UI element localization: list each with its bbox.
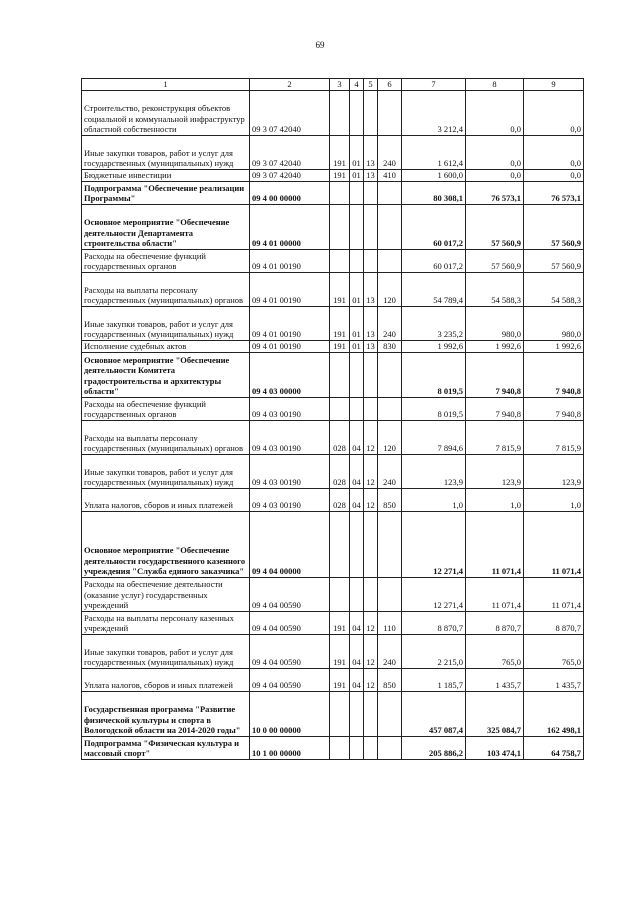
row-value7-cell: 1 992,6 <box>402 340 466 352</box>
row-col6-cell: 410 <box>378 169 402 181</box>
row-col4-cell: 04 <box>350 488 364 511</box>
row-col3-cell: 028 <box>330 420 350 454</box>
row-name-cell: Уплата налогов, сборов и иных платежей <box>82 488 250 511</box>
table-row <box>82 736 584 759</box>
row-name-cell: Основное мероприятие "Обеспечение деятельности государственного казенного учреждения "Служба единого заказчика" <box>82 511 250 577</box>
row-value7-cell: 1 612,4 <box>402 135 466 169</box>
row-col3-cell: 191 <box>330 306 350 340</box>
row-col4-cell: 04 <box>350 668 364 691</box>
row-col3-cell: 191 <box>330 169 350 181</box>
row-value7-cell: 8 870,7 <box>402 611 466 634</box>
row-value8-cell: 7 940,8 <box>466 397 524 420</box>
row-col5-cell <box>364 90 378 135</box>
row-col4-cell: 04 <box>350 634 364 668</box>
row-value9-cell: 64 758,7 <box>524 736 584 759</box>
row-col4-cell <box>350 511 364 577</box>
row-value8-cell: 54 588,3 <box>466 272 524 306</box>
table-row <box>82 352 584 397</box>
row-name-cell: Иные закупки товаров, работ и услуг для государственных (муниципальных) нужд <box>82 306 250 340</box>
row-col3-cell <box>330 736 350 759</box>
header-cell: 1 <box>82 79 250 91</box>
row-value7-cell: 3 212,4 <box>402 90 466 135</box>
row-value8-cell: 11 071,4 <box>466 511 524 577</box>
row-code-cell: 10 1 00 00000 <box>250 736 330 759</box>
table-row <box>82 454 584 488</box>
row-value7-cell: 8 019,5 <box>402 352 466 397</box>
table-row <box>82 249 584 272</box>
row-value9-cell: 11 071,4 <box>524 577 584 611</box>
table-row <box>82 135 584 169</box>
row-col3-cell: 028 <box>330 454 350 488</box>
row-col3-cell: 191 <box>330 340 350 352</box>
row-code-cell: 09 4 01 00190 <box>250 249 330 272</box>
row-col3-cell: 191 <box>330 668 350 691</box>
row-col5-cell: 13 <box>364 169 378 181</box>
row-code-cell: 09 4 04 00590 <box>250 577 330 611</box>
row-col4-cell: 04 <box>350 611 364 634</box>
row-col4-cell <box>350 90 364 135</box>
row-value8-cell: 7 815,9 <box>466 420 524 454</box>
row-col3-cell <box>330 90 350 135</box>
row-value8-cell: 123,9 <box>466 454 524 488</box>
table-row <box>82 420 584 454</box>
row-code-cell: 09 4 04 00000 <box>250 511 330 577</box>
row-value9-cell: 7 815,9 <box>524 420 584 454</box>
row-col4-cell <box>350 204 364 249</box>
row-col5-cell <box>364 736 378 759</box>
row-name-cell: Подпрограмма "Обеспечение реализации Программы" <box>82 181 250 204</box>
row-col3-cell <box>330 577 350 611</box>
row-value9-cell: 123,9 <box>524 454 584 488</box>
row-col4-cell <box>350 736 364 759</box>
row-value7-cell: 54 789,4 <box>402 272 466 306</box>
row-value9-cell: 1 992,6 <box>524 340 584 352</box>
row-value9-cell: 980,0 <box>524 306 584 340</box>
row-col4-cell <box>350 397 364 420</box>
row-name-cell: Исполнение судебных актов <box>82 340 250 352</box>
row-col6-cell <box>378 691 402 736</box>
table-row <box>82 691 584 736</box>
row-col3-cell: 191 <box>330 611 350 634</box>
row-col4-cell: 01 <box>350 169 364 181</box>
row-col5-cell <box>364 181 378 204</box>
row-col3-cell <box>330 181 350 204</box>
row-col5-cell: 12 <box>364 611 378 634</box>
header-cell: 4 <box>350 79 364 91</box>
row-col4-cell: 01 <box>350 340 364 352</box>
row-col4-cell: 01 <box>350 135 364 169</box>
table-row <box>82 181 584 204</box>
row-col5-cell <box>364 691 378 736</box>
row-col4-cell: 01 <box>350 272 364 306</box>
row-value8-cell: 0,0 <box>466 90 524 135</box>
row-code-cell: 09 4 03 00190 <box>250 420 330 454</box>
row-name-cell: Уплата налогов, сборов и иных платежей <box>82 668 250 691</box>
row-col5-cell <box>364 249 378 272</box>
row-value8-cell: 1 992,6 <box>466 340 524 352</box>
row-col6-cell: 830 <box>378 340 402 352</box>
row-name-cell: Расходы на выплаты персоналу государственных (муниципальных) органов <box>82 272 250 306</box>
row-value7-cell: 12 271,4 <box>402 577 466 611</box>
row-col3-cell <box>330 204 350 249</box>
row-value7-cell: 12 271,4 <box>402 511 466 577</box>
row-col4-cell <box>350 352 364 397</box>
row-value7-cell: 1 600,0 <box>402 169 466 181</box>
header-cell: 8 <box>466 79 524 91</box>
table-row <box>82 169 584 181</box>
row-col5-cell <box>364 352 378 397</box>
row-name-cell: Расходы на обеспечение функций государственных органов <box>82 397 250 420</box>
row-col3-cell <box>330 249 350 272</box>
table-row <box>82 668 584 691</box>
row-col3-cell <box>330 397 350 420</box>
table-row <box>82 488 584 511</box>
row-col4-cell <box>350 249 364 272</box>
row-code-cell: 09 4 04 00590 <box>250 611 330 634</box>
table-row <box>82 611 584 634</box>
row-value8-cell: 11 071,4 <box>466 577 524 611</box>
row-name-cell: Иные закупки товаров, работ и услуг для государственных (муниципальных) нужд <box>82 454 250 488</box>
row-col5-cell: 12 <box>364 668 378 691</box>
row-code-cell: 09 4 01 00000 <box>250 204 330 249</box>
row-value8-cell: 7 940,8 <box>466 352 524 397</box>
row-value7-cell: 7 894,6 <box>402 420 466 454</box>
row-value7-cell: 1,0 <box>402 488 466 511</box>
row-code-cell: 10 0 00 00000 <box>250 691 330 736</box>
row-name-cell: Государственная программа "Развитие физической культуры и спорта в Вологодской области на 2014-2020 годы" <box>82 691 250 736</box>
row-col4-cell: 04 <box>350 454 364 488</box>
row-value7-cell: 457 087,4 <box>402 691 466 736</box>
row-col6-cell: 240 <box>378 634 402 668</box>
row-value7-cell: 1 185,7 <box>402 668 466 691</box>
table-row <box>82 634 584 668</box>
row-name-cell: Строительство, реконструкция объектов социальной и коммунальной инфраструктур областной собственности <box>82 90 250 135</box>
row-code-cell: 09 4 03 00190 <box>250 488 330 511</box>
row-value8-cell: 1,0 <box>466 488 524 511</box>
row-code-cell: 09 4 03 00000 <box>250 352 330 397</box>
row-value7-cell: 60 017,2 <box>402 204 466 249</box>
row-value9-cell: 7 940,8 <box>524 397 584 420</box>
row-name-cell: Расходы на выплаты персоналу казенных учреждений <box>82 611 250 634</box>
row-value8-cell: 8 870,7 <box>466 611 524 634</box>
row-name-cell: Иные закупки товаров, работ и услуг для государственных (муниципальных) нужд <box>82 135 250 169</box>
row-col6-cell: 120 <box>378 420 402 454</box>
row-col6-cell: 110 <box>378 611 402 634</box>
table-row <box>82 272 584 306</box>
row-code-cell: 09 4 01 00190 <box>250 272 330 306</box>
table-row <box>82 577 584 611</box>
row-code-cell: 09 4 03 00190 <box>250 397 330 420</box>
row-name-cell: Расходы на выплаты персоналу государственных (муниципальных) органов <box>82 420 250 454</box>
row-value9-cell: 0,0 <box>524 135 584 169</box>
row-value9-cell: 57 560,9 <box>524 204 584 249</box>
table-row <box>82 306 584 340</box>
row-value9-cell: 76 573,1 <box>524 181 584 204</box>
row-col6-cell <box>378 90 402 135</box>
row-value7-cell: 2 215,0 <box>402 634 466 668</box>
row-col3-cell <box>330 352 350 397</box>
row-col5-cell: 12 <box>364 420 378 454</box>
row-code-cell: 09 4 03 00190 <box>250 454 330 488</box>
row-col3-cell <box>330 511 350 577</box>
row-col5-cell: 13 <box>364 340 378 352</box>
row-col3-cell: 191 <box>330 272 350 306</box>
row-value9-cell: 8 870,7 <box>524 611 584 634</box>
row-name-cell: Иные закупки товаров, работ и услуг для государственных (муниципальных) нужд <box>82 634 250 668</box>
row-col3-cell: 191 <box>330 135 350 169</box>
row-col4-cell: 01 <box>350 306 364 340</box>
table-row <box>82 90 584 135</box>
row-col3-cell <box>330 691 350 736</box>
row-col6-cell <box>378 511 402 577</box>
row-col6-cell: 240 <box>378 135 402 169</box>
row-col6-cell <box>378 249 402 272</box>
table-row <box>82 511 584 577</box>
row-value7-cell: 60 017,2 <box>402 249 466 272</box>
row-value8-cell: 57 560,9 <box>466 249 524 272</box>
row-col3-cell: 028 <box>330 488 350 511</box>
row-col6-cell <box>378 181 402 204</box>
row-col6-cell: 850 <box>378 488 402 511</box>
row-col6-cell <box>378 204 402 249</box>
row-col6-cell <box>378 736 402 759</box>
row-value9-cell: 0,0 <box>524 90 584 135</box>
table-header-row <box>82 79 584 91</box>
row-name-cell: Основное мероприятие "Обеспечение деятельности Комитета градостроительства и архитектуры области" <box>82 352 250 397</box>
row-col5-cell: 13 <box>364 135 378 169</box>
row-col5-cell: 13 <box>364 272 378 306</box>
row-col6-cell <box>378 352 402 397</box>
row-name-cell: Основное мероприятие "Обеспечение деятельности Департамента строительства области" <box>82 204 250 249</box>
row-name-cell: Бюджетные инвестиции <box>82 169 250 181</box>
row-col5-cell: 12 <box>364 488 378 511</box>
row-value9-cell: 7 940,8 <box>524 352 584 397</box>
row-value9-cell: 0,0 <box>524 169 584 181</box>
row-value9-cell: 1,0 <box>524 488 584 511</box>
row-value8-cell: 980,0 <box>466 306 524 340</box>
row-code-cell: 09 4 04 00590 <box>250 634 330 668</box>
row-col6-cell <box>378 397 402 420</box>
row-col5-cell <box>364 204 378 249</box>
row-col5-cell <box>364 577 378 611</box>
header-cell: 7 <box>402 79 466 91</box>
row-value8-cell: 103 474,1 <box>466 736 524 759</box>
table-row <box>82 340 584 352</box>
row-name-cell: Расходы на обеспечение деятельности (оказание услуг) государственных учреждений <box>82 577 250 611</box>
table-row <box>82 397 584 420</box>
row-name-cell: Расходы на обеспечение функций государственных органов <box>82 249 250 272</box>
row-value8-cell: 765,0 <box>466 634 524 668</box>
row-value9-cell: 54 588,3 <box>524 272 584 306</box>
row-value7-cell: 205 886,2 <box>402 736 466 759</box>
row-col6-cell: 120 <box>378 272 402 306</box>
header-cell: 9 <box>524 79 584 91</box>
page-number: 69 <box>315 40 325 50</box>
header-cell: 5 <box>364 79 378 91</box>
row-code-cell: 09 4 01 00190 <box>250 340 330 352</box>
row-col4-cell <box>350 181 364 204</box>
row-value8-cell: 57 560,9 <box>466 204 524 249</box>
header-cell: 6 <box>378 79 402 91</box>
row-col5-cell <box>364 397 378 420</box>
row-value9-cell: 11 071,4 <box>524 511 584 577</box>
row-col6-cell <box>378 577 402 611</box>
row-col4-cell <box>350 691 364 736</box>
row-col6-cell: 240 <box>378 454 402 488</box>
row-col4-cell: 04 <box>350 420 364 454</box>
table-row <box>82 204 584 249</box>
row-col6-cell: 850 <box>378 668 402 691</box>
row-code-cell: 09 3 07 42040 <box>250 169 330 181</box>
row-col5-cell: 12 <box>364 454 378 488</box>
row-value8-cell: 1 435,7 <box>466 668 524 691</box>
row-value8-cell: 0,0 <box>466 135 524 169</box>
row-col4-cell <box>350 577 364 611</box>
row-col5-cell <box>364 511 378 577</box>
row-value9-cell: 1 435,7 <box>524 668 584 691</box>
row-value7-cell: 3 235,2 <box>402 306 466 340</box>
row-code-cell: 09 3 07 42040 <box>250 90 330 135</box>
row-value8-cell: 76 573,1 <box>466 181 524 204</box>
row-code-cell: 09 4 01 00190 <box>250 306 330 340</box>
row-code-cell: 09 4 04 00590 <box>250 668 330 691</box>
row-col5-cell: 12 <box>364 634 378 668</box>
header-cell: 2 <box>250 79 330 91</box>
row-col3-cell: 191 <box>330 634 350 668</box>
header-cell: 3 <box>330 79 350 91</box>
row-value8-cell: 325 084,7 <box>466 691 524 736</box>
row-value9-cell: 162 498,1 <box>524 691 584 736</box>
row-value8-cell: 0,0 <box>466 169 524 181</box>
row-value7-cell: 123,9 <box>402 454 466 488</box>
row-col5-cell: 13 <box>364 306 378 340</box>
row-code-cell: 09 4 00 00000 <box>250 181 330 204</box>
row-col6-cell: 240 <box>378 306 402 340</box>
row-value7-cell: 80 308,1 <box>402 181 466 204</box>
row-code-cell: 09 3 07 42040 <box>250 135 330 169</box>
row-value9-cell: 57 560,9 <box>524 249 584 272</box>
budget-table <box>81 78 584 760</box>
row-name-cell: Подпрограмма "Физическая культура и массовый спорт" <box>82 736 250 759</box>
row-value7-cell: 8 019,5 <box>402 397 466 420</box>
row-value9-cell: 765,0 <box>524 634 584 668</box>
